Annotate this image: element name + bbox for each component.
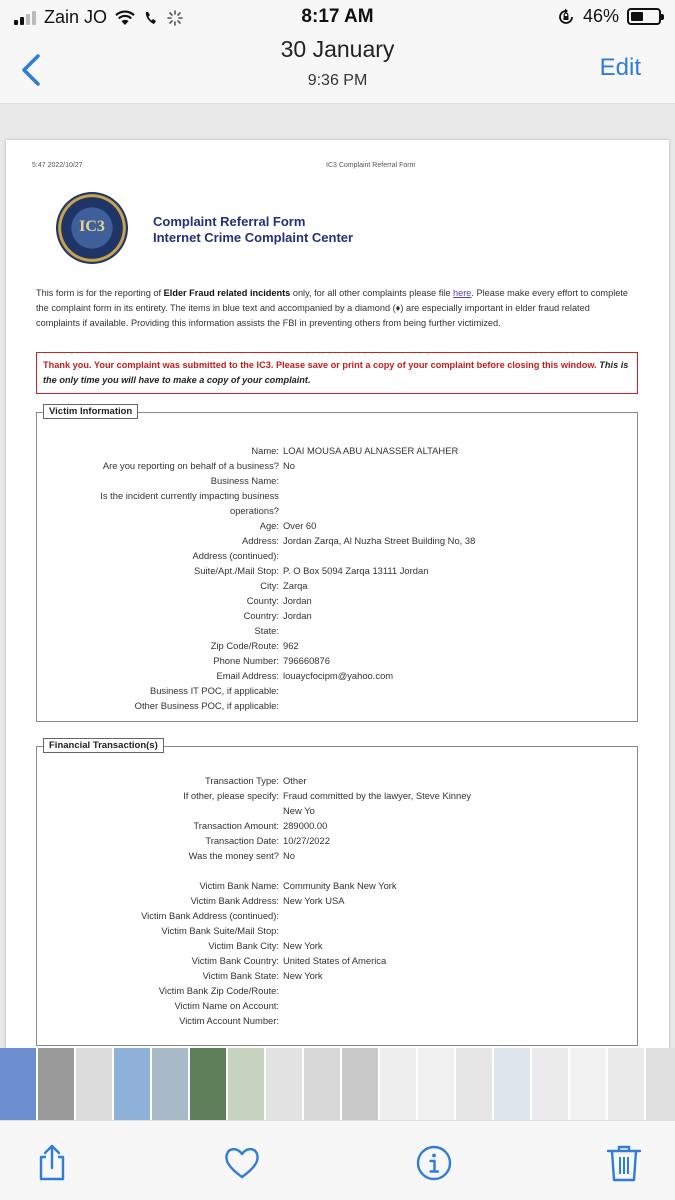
field-value: New York USA xyxy=(283,895,345,906)
bottom-toolbar xyxy=(0,1120,675,1200)
info-icon[interactable] xyxy=(414,1143,454,1183)
field-label: Victim Bank State: xyxy=(202,970,279,981)
field-label: Other Business POC, if applicable: xyxy=(134,700,279,711)
alert-italic-text: This is the only time you will have to make a copy of your complaint. xyxy=(43,360,629,385)
field-value: Jordan xyxy=(283,595,312,606)
field-value: New York xyxy=(283,940,323,951)
field-label: Victim Bank City: xyxy=(208,940,279,951)
submission-alert xyxy=(36,352,638,394)
field-label: Suite/Apt./Mail Stop: xyxy=(194,565,279,576)
field-label: Address (continued): xyxy=(192,550,279,561)
field-label: Victim Bank Country: xyxy=(191,955,279,966)
field-label: Transaction Type: xyxy=(205,775,279,786)
here-link[interactable]: here xyxy=(453,288,472,298)
heart-icon[interactable] xyxy=(222,1143,262,1183)
field-label: Country: xyxy=(243,610,279,621)
field-value: No xyxy=(283,850,295,861)
financial-transactions-section xyxy=(36,740,638,1046)
field-label: State: xyxy=(254,625,279,636)
field-label: Was the money sent? xyxy=(188,850,279,861)
field-label: Age: xyxy=(259,520,279,531)
field-label: Business Name: xyxy=(210,475,279,486)
battery-icon xyxy=(627,8,661,25)
field-value: No xyxy=(283,460,295,471)
field-value: LOAI MOUSA ABU ALNASSER ALTAHER xyxy=(283,445,459,456)
field-value: 796660876 xyxy=(283,655,330,666)
intro-bold: Elder Fraud related incidents xyxy=(163,288,291,298)
seal-text: IC3 xyxy=(79,218,105,235)
intro-text-1: This form is for the reporting of xyxy=(36,288,164,298)
ic3-seal-icon xyxy=(56,192,128,264)
field-value: Jordan xyxy=(283,610,312,621)
field-value: United States of America xyxy=(283,955,387,966)
thumbnail-strip[interactable] xyxy=(0,1048,675,1120)
financial-section-label: Financial Transaction(s) xyxy=(43,738,164,753)
field-value: louaycfocipm@yahoo.com xyxy=(283,670,394,681)
field-value: New York xyxy=(283,970,323,981)
photo-thumbnail[interactable] xyxy=(266,1048,302,1120)
field-value: 289000.00 xyxy=(283,820,328,831)
intro-text-3: . Please make every effort to complete the complaint form in its entirety. The items in blue text and accompanied by a diamond (♦) are especially important in elder fraud related complaints if available. Providing this information assists the FBI in preventing others from being further victimized. xyxy=(36,288,629,328)
field-label: Victim Bank Zip Code/Route: xyxy=(158,985,279,996)
field-label: Victim Name on Account: xyxy=(174,1000,279,1011)
field-value: Zarqa xyxy=(283,580,308,591)
victim-information-section xyxy=(36,406,638,722)
status-time: 8:17 AM xyxy=(301,6,374,27)
photo-thumbnail[interactable] xyxy=(418,1048,454,1120)
document-header-center: IC3 Complaint Referral Form xyxy=(326,162,416,169)
field-value: P. O Box 5094 Zarqa 13111 Jordan xyxy=(283,565,429,576)
field-value: Over 60 xyxy=(283,520,317,531)
photo-viewer[interactable] xyxy=(0,104,675,1048)
field-label: City: xyxy=(260,580,279,591)
photo-thumbnail[interactable] xyxy=(342,1048,378,1120)
field-label: If other, please specify: xyxy=(183,790,279,801)
field-value: Community Bank New York xyxy=(283,880,397,891)
photo-thumbnail[interactable] xyxy=(0,1048,36,1120)
photo-thumbnail[interactable] xyxy=(152,1048,188,1120)
form-title xyxy=(153,214,353,246)
field-label: Phone Number: xyxy=(213,655,279,666)
intro-text-2: only, for all other complaints please file xyxy=(290,288,454,298)
field-label: Transaction Date: xyxy=(205,835,279,846)
battery-percent: 46% xyxy=(582,6,619,26)
battery-fill xyxy=(631,12,643,21)
field-label: Business IT POC, if applicable: xyxy=(149,685,279,696)
carrier-label: Zain JO xyxy=(44,7,108,27)
intro-paragraph xyxy=(36,286,636,331)
rotation-lock-icon xyxy=(557,8,575,26)
photo-thumbnail[interactable] xyxy=(380,1048,416,1120)
photo-time-subtitle: 9:36 PM xyxy=(307,72,368,89)
field-label: County: xyxy=(246,595,279,606)
share-icon[interactable] xyxy=(32,1143,72,1183)
field-label: Address: xyxy=(242,535,279,546)
field-value: Jordan Zarqa, Al Nuzha Street Building No, 38 xyxy=(283,535,476,546)
nav-bar xyxy=(0,36,675,104)
photo-thumbnail[interactable] xyxy=(114,1048,150,1120)
victim-section-label: Victim Information xyxy=(43,404,138,419)
field-label: Email Address: xyxy=(216,670,279,681)
field-value: Other xyxy=(283,775,307,786)
photo-date-title: 30 January xyxy=(280,36,395,62)
field-label: Are you reporting on behalf of a business? xyxy=(102,460,279,471)
photo-thumbnail[interactable] xyxy=(570,1048,606,1120)
photo-thumbnail[interactable] xyxy=(532,1048,568,1120)
form-title-line1: Complaint Referral Form xyxy=(153,214,306,229)
photo-thumbnail[interactable] xyxy=(646,1048,675,1120)
photo-thumbnail[interactable] xyxy=(190,1048,226,1120)
field-label: Transaction Amount: xyxy=(193,820,279,831)
edit-button[interactable]: Edit xyxy=(599,54,641,81)
photo-thumbnail[interactable] xyxy=(76,1048,112,1120)
status-right xyxy=(557,6,661,27)
field-value: Fraud committed by the lawyer, Steve Kinney xyxy=(283,790,472,801)
field-label: Is the incident currently impacting business xyxy=(100,490,279,501)
field-label: Victim Account Number: xyxy=(179,1015,279,1026)
document-header-left: 5:47 2022/10/27 xyxy=(32,162,83,169)
field-label: Victim Bank Address (continued): xyxy=(141,910,279,921)
photo-thumbnail[interactable] xyxy=(38,1048,74,1120)
field-label: operations? xyxy=(230,505,279,516)
photo-thumbnail[interactable] xyxy=(304,1048,340,1120)
field-value: 962 xyxy=(283,640,299,651)
field-label: Victim Bank Name: xyxy=(199,880,279,891)
field-label: Victim Bank Address: xyxy=(190,895,279,906)
alert-red-text: Thank you. Your complaint was submitted to the IC3. Please save or print a copy of your complaint before closing this window. xyxy=(43,360,597,370)
photo-thumbnail[interactable] xyxy=(456,1048,492,1120)
trash-icon[interactable] xyxy=(604,1143,644,1183)
field-label: Zip Code/Route: xyxy=(210,640,279,651)
field-label: Name: xyxy=(251,445,279,456)
status-bar xyxy=(0,0,675,36)
form-title-line2: Internet Crime Complaint Center xyxy=(153,230,354,245)
field-label: Victim Bank Suite/Mail Stop: xyxy=(161,925,279,936)
photo-thumbnail[interactable] xyxy=(228,1048,264,1120)
photo-thumbnail[interactable] xyxy=(494,1048,530,1120)
field-value: New Yo xyxy=(283,805,315,816)
field-value: 10/27/2022 xyxy=(283,835,330,846)
photo-thumbnail[interactable] xyxy=(608,1048,644,1120)
complaint-document xyxy=(6,140,669,1048)
